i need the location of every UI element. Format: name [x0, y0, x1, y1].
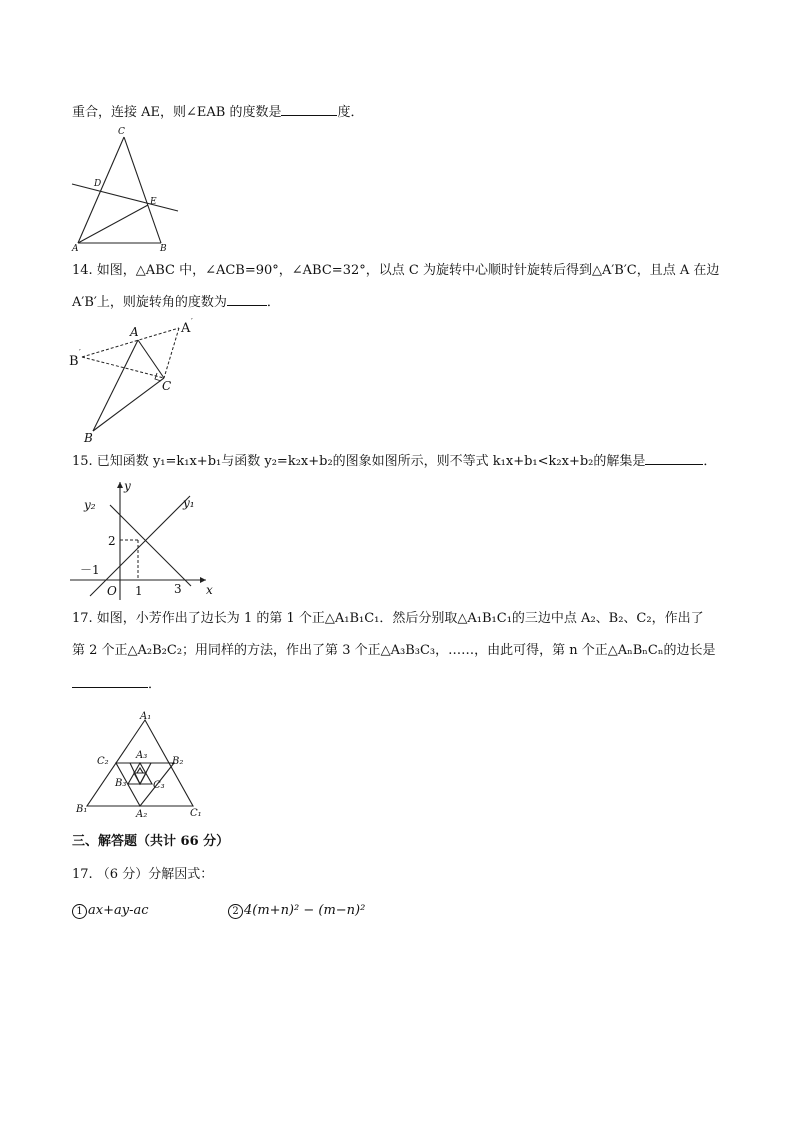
- q17a-label-a1: A₁: [140, 711, 152, 722]
- q15-label-2: 2: [108, 534, 116, 548]
- q15-label-origin: O: [107, 584, 117, 598]
- q17b-item1-number: 1: [72, 904, 87, 919]
- q13-text: [72, 103, 363, 122]
- q14-text-line2: [72, 293, 280, 312]
- q17b-item2-expression: 4(m+n)² − (m−n)²: [244, 903, 366, 918]
- q14-dashed-apc: [164, 328, 179, 378]
- q15-y-arrow: [117, 482, 123, 488]
- section-title: 三、解答题（共计 66 分）: [72, 834, 230, 849]
- q17a-label-b2: B₂: [172, 756, 184, 767]
- q17a-label-b1: B₁: [76, 804, 88, 815]
- q17a-label-c1: C₁: [190, 808, 202, 819]
- q17b-item2-number: 2: [228, 904, 243, 919]
- q17a-label-a3: A₃: [136, 750, 148, 761]
- q15-text-part1: 15. 已知函数 y₁=k₁x+b₁与函数 y₂=k₂x+b₂的图象如图所示，则不等式 k₁x+b₁<k₂x+b₂的解集是: [72, 454, 646, 469]
- q15-label-x: x: [206, 583, 213, 597]
- q13-line-ae: [78, 205, 148, 243]
- q14-label-b-prime: B: [69, 354, 79, 369]
- q13-answer-blank: [281, 103, 337, 116]
- q14-figure: [66, 318, 201, 446]
- q13-figure: [68, 125, 183, 253]
- q14-text-line2-part1: A′B′上，则旋转角的度数为: [72, 295, 227, 310]
- q13-line-cb: [124, 137, 161, 243]
- q13-line-de: [72, 184, 178, 211]
- q17b-text-line1: 17. （6 分）分解因式：: [72, 867, 214, 882]
- q13-line-ca: [78, 137, 124, 243]
- q15-line-y2: [110, 505, 191, 586]
- q17a-label-c2: C₂: [97, 756, 109, 767]
- q13-text-part1: 重合，连接 AE，则∠EAB 的度数是: [72, 105, 282, 120]
- q17b-item1: [72, 902, 149, 920]
- q14-answer-blank: [227, 293, 267, 306]
- q13-text-part2: 度．: [337, 105, 364, 120]
- q17a-triangle-5: [137, 768, 143, 773]
- q14-text-line1: 14. 如图，△ABC 中，∠ACB=90°，∠ABC=32°，以点 C 为旋转中心顺时针旋转后得到△A′B′C，且点 A 在边: [72, 263, 720, 278]
- q15-answer-blank: [645, 452, 703, 465]
- q14-label-b-prime-mark: ′: [79, 348, 81, 357]
- q15-graph: [70, 476, 220, 604]
- q17a-figure: [70, 706, 220, 822]
- q13-label-c: C: [118, 127, 125, 137]
- q13-label-e: E: [150, 197, 157, 207]
- q15-text: [72, 452, 716, 471]
- q17a-text-line1: 17. 如图，小芳作出了边长为 1 的第 1 个正△A₁B₁C₁．然后分别取△A₁B₁C₁的三边中点 A₂、B₂、C₂，作出了: [72, 611, 704, 626]
- q15-text-part2: ．: [703, 454, 717, 469]
- q17a-text-line3-end: ．: [148, 677, 162, 692]
- q17b-item2: [228, 902, 365, 920]
- q14-side-ab: [93, 340, 138, 431]
- q14-label-a-prime-mark: ′: [191, 317, 193, 326]
- q14-label-b: B: [84, 431, 93, 445]
- q15-label-neg1: －1: [80, 563, 100, 577]
- q13-label-b: B: [160, 244, 167, 254]
- q17a-label-c3: C₃: [153, 780, 165, 791]
- q15-label-1: 1: [135, 584, 143, 598]
- q14-label-a-prime: A: [181, 321, 191, 336]
- q14-label-a: A: [130, 325, 139, 339]
- q15-label-y: y: [124, 479, 131, 493]
- q17a-label-b3: B₃: [115, 778, 127, 789]
- q15-label-y2: y₂: [84, 498, 96, 512]
- q15-line-y1: [90, 496, 190, 596]
- q15-label-3: 3: [174, 582, 182, 596]
- q13-label-d: D: [94, 179, 102, 189]
- q14-text-line2-part2: ．: [266, 295, 280, 310]
- q17a-text-line3: [72, 675, 161, 694]
- q17b-item1-expression: ax+ay-ac: [88, 903, 149, 918]
- q17a-label-a2: A₂: [136, 809, 148, 820]
- q17a-text-line2: 第 2 个正△A₂B₂C₂；用同样的方法，作出了第 3 个正△A₃B₃C₃，……，由此可得，第 n 个正△AₙBₙCₙ的边长是: [72, 643, 716, 658]
- q14-side-bc: [93, 378, 164, 431]
- q13-label-a: A: [72, 244, 79, 254]
- q14-label-c: C: [162, 379, 172, 393]
- q15-label-y1: y₁: [183, 496, 195, 510]
- q17a-answer-blank: [72, 675, 148, 688]
